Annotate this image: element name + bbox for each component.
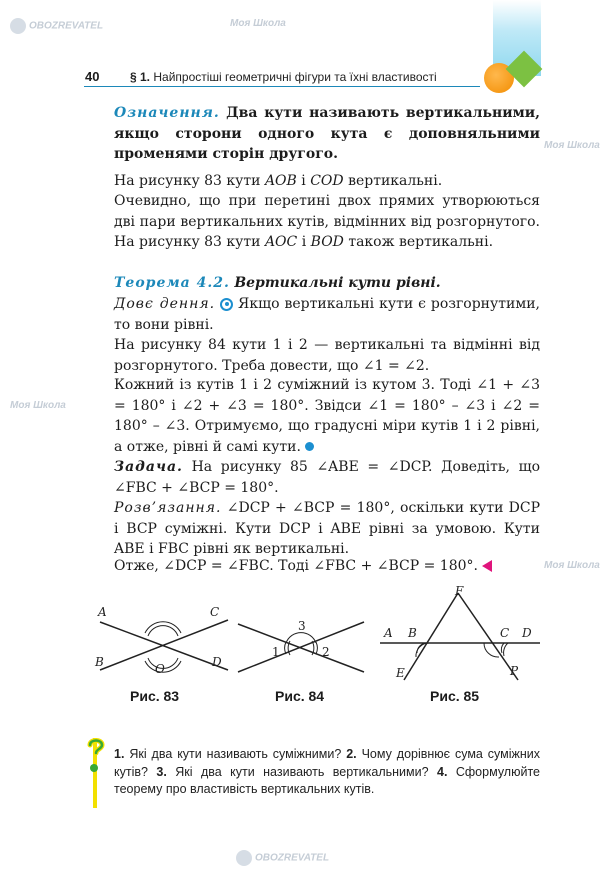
- task-text: На рисунку 85 ∠ABE = ∠DCP. Доведіть, що ∠FBC + ∠BCP = 180°.: [114, 459, 541, 496]
- angle-label: 1: [272, 645, 280, 659]
- question-mark-icon: [84, 737, 108, 761]
- question: Чому дорівнює сума суміжних кутів?: [114, 747, 540, 779]
- angle-arc: [285, 642, 286, 654]
- paragraph: Очевидно, що при перетині двох прямих утворюються дві пари вертикальних кутів, відмінних від розгорнутого. На рисунку 83 кути AOC і BOD також вертикальні.: [114, 193, 540, 250]
- point-label: D: [212, 655, 222, 669]
- theorem: [114, 273, 540, 294]
- watermark: Моя Школа: [544, 560, 600, 571]
- solution-end-icon: [482, 560, 492, 572]
- point-label: A: [384, 626, 393, 640]
- point-label: C: [500, 626, 510, 640]
- point-label: D: [522, 626, 532, 640]
- question: Які два кути називають суміжними?: [129, 747, 342, 761]
- point-label: C: [210, 605, 220, 619]
- figure-85-caption: Рис. 85: [430, 688, 480, 704]
- figure-83: [90, 598, 235, 683]
- conclusion: Отже, ∠DCP = ∠FBC. Тоді ∠FBC + ∠BCP = 180°.: [114, 556, 540, 577]
- proof-paragraph: Кожний із кутів 1 і 2 суміжний із кутом 3. Тоді ∠1 + ∠3 = 180° і ∠2 + ∠3 = 180°. Звідси ∠1 = 180° – ∠3 і ∠2 = 180° – ∠3. Отримуємо, що градусні міри кутів 1 і 2 рівні, а отже, рівні й самі кути.: [114, 377, 540, 455]
- point-label: F: [455, 584, 464, 598]
- angle-arc: [148, 626, 178, 636]
- section-number: § 1.: [130, 70, 151, 84]
- point-label: P: [510, 664, 519, 678]
- proof-text: Якщо вертикальні кути є розгорнутими, то вони рівні.: [114, 296, 540, 333]
- proof-end-icon: [305, 442, 314, 451]
- definition-label: Означення.: [114, 105, 220, 121]
- theorem-text: Вертикальні кути рівні.: [234, 275, 441, 291]
- watermark: Моя Школа: [230, 18, 286, 29]
- figure-85: [378, 585, 543, 685]
- point-label: B: [95, 655, 104, 669]
- theorem-label: Теорема 4.2.: [114, 275, 230, 291]
- angle-arc: [286, 633, 316, 643]
- watermark: Моя Школа: [544, 140, 600, 151]
- question: Сформулюйте теорему про властивість вертикальних кутів.: [114, 764, 540, 796]
- proof-label: Довє дення.: [114, 296, 216, 312]
- watermark: OBOZREVATEL: [236, 850, 329, 866]
- angle-arc: [316, 642, 317, 654]
- proof-paragraph: На рисунку 84 кути 1 і 2 — вертикальні та відмінні від розгорнутого. Треба довести, що ∠1 = ∠2.: [114, 337, 540, 374]
- solution-text: ∠DCP + ∠BCP = 180°, оскільки кути DCP і BCP суміжні. Кути DCP і ABE рівні за умовою. Кути ABE і FBC рівні як вертикальні.: [114, 500, 540, 557]
- solution-label: Розв’язання.: [114, 500, 222, 516]
- point-label: A: [98, 605, 107, 619]
- figure-84: [232, 612, 372, 682]
- figure-83-caption: Рис. 83: [130, 688, 180, 704]
- point-label: B: [408, 626, 417, 640]
- point-label: O: [155, 662, 165, 676]
- page-number: 40: [85, 69, 100, 84]
- angle-label: 3: [298, 619, 306, 633]
- figure-84-caption: Рис. 84: [275, 688, 325, 704]
- task-label: Задача.: [114, 459, 183, 475]
- angle-arc: [504, 643, 508, 656]
- proof: [114, 294, 540, 335]
- definition: [114, 103, 540, 165]
- proof-start-icon: [220, 298, 233, 311]
- angle-label: 2: [322, 645, 330, 659]
- header-rule: [84, 86, 480, 87]
- section-title: Найпростіші геометричні фігури та їхні властивості: [153, 70, 437, 84]
- running-header: [130, 70, 437, 84]
- question-dot-icon: [90, 764, 98, 772]
- point-label: E: [396, 666, 405, 680]
- definition-text: Два кути називають вертикальними, якщо сторони одного кута є доповняльними променями сторін другого.: [114, 105, 540, 162]
- watermark: OBOZREVATEL: [10, 18, 103, 34]
- question: Які два кути називають вертикальними?: [175, 764, 429, 779]
- solution: [114, 498, 540, 560]
- task: [114, 457, 540, 498]
- paragraph: На рисунку 83 кути AOB і COD вертикальні.: [114, 173, 443, 189]
- review-questions: 1. Які два кути називають суміжними? 2. Чому дорівнює сума суміжних кутів? 3. Які два кути називають вертикальними? 4. Сформулюйте теорему про властивість вертикальних кутів.: [114, 747, 540, 796]
- watermark: Моя Школа: [10, 400, 66, 411]
